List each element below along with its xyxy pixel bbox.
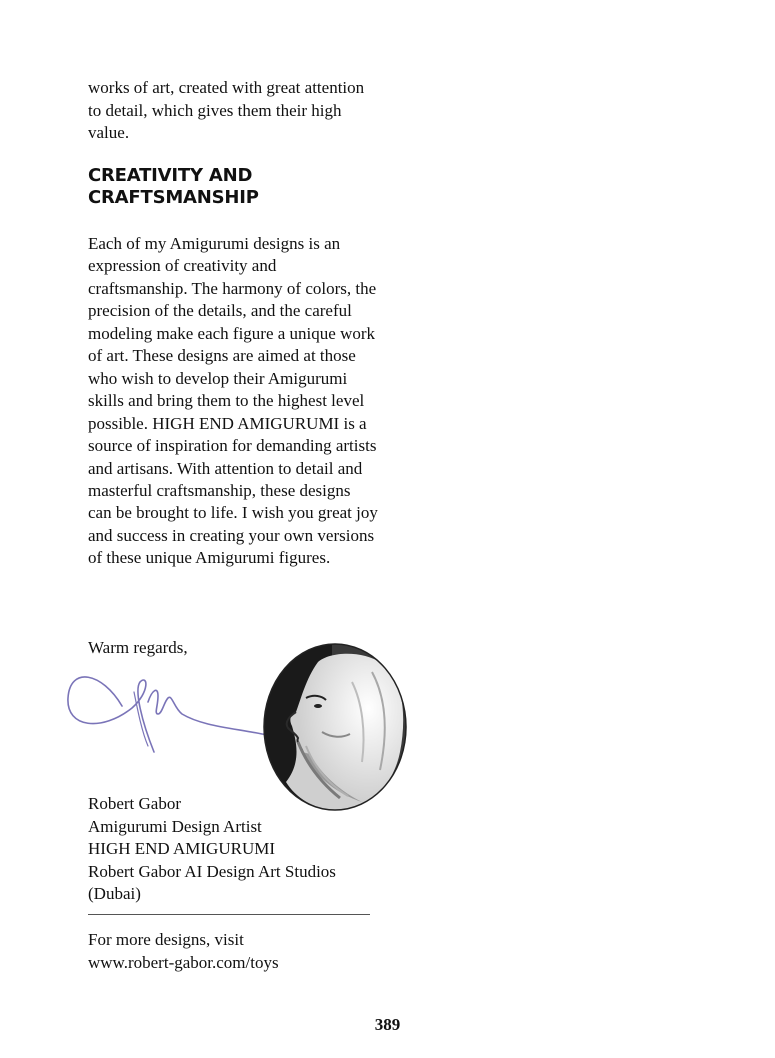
more-designs-label: For more designs, visit — [88, 930, 244, 949]
author-name: Robert Gabor — [88, 794, 182, 813]
section-heading: CREATIVITY AND CRAFTSMANSHIP — [88, 165, 259, 208]
website-url: www.robert-gabor.com/toys — [88, 952, 279, 972]
greeting-text: Warm regards, — [88, 638, 188, 657]
body-paragraph: Each of my Amigurumi designs is an expression of creativity and craftsmanship. The harmony of colors, the precision of the details, and the careful modeling make each figure a unique work of art. These designs are aimed at those who wish to develop their Amigurumi skills and bring them to the highest level possible. HIGH END AMIGURUMI is a source of inspiration for demanding artists and artisans. With attention to detail and masterful craftsmanship, these designs can be brought to life. I wish you great joy and success in creating your own versions of these unique Amigurumi figures. — [88, 234, 378, 568]
brand-name: HIGH END AMIGURUMI — [88, 839, 275, 858]
intro-paragraph: works of art, created with great attention to detail, which gives them their high value. — [88, 78, 365, 142]
author-role: Amigurumi Design Artist — [88, 816, 262, 836]
portrait-photo — [262, 642, 408, 812]
more-designs-block — [88, 929, 378, 974]
page-number: 389 — [374, 1015, 401, 1034]
handwritten-signature — [62, 662, 282, 762]
signature-block — [88, 793, 378, 906]
studio-location: (Dubai) — [88, 884, 141, 903]
divider-line — [88, 914, 370, 915]
studio-name: Robert Gabor AI Design Art Studios — [88, 861, 336, 881]
